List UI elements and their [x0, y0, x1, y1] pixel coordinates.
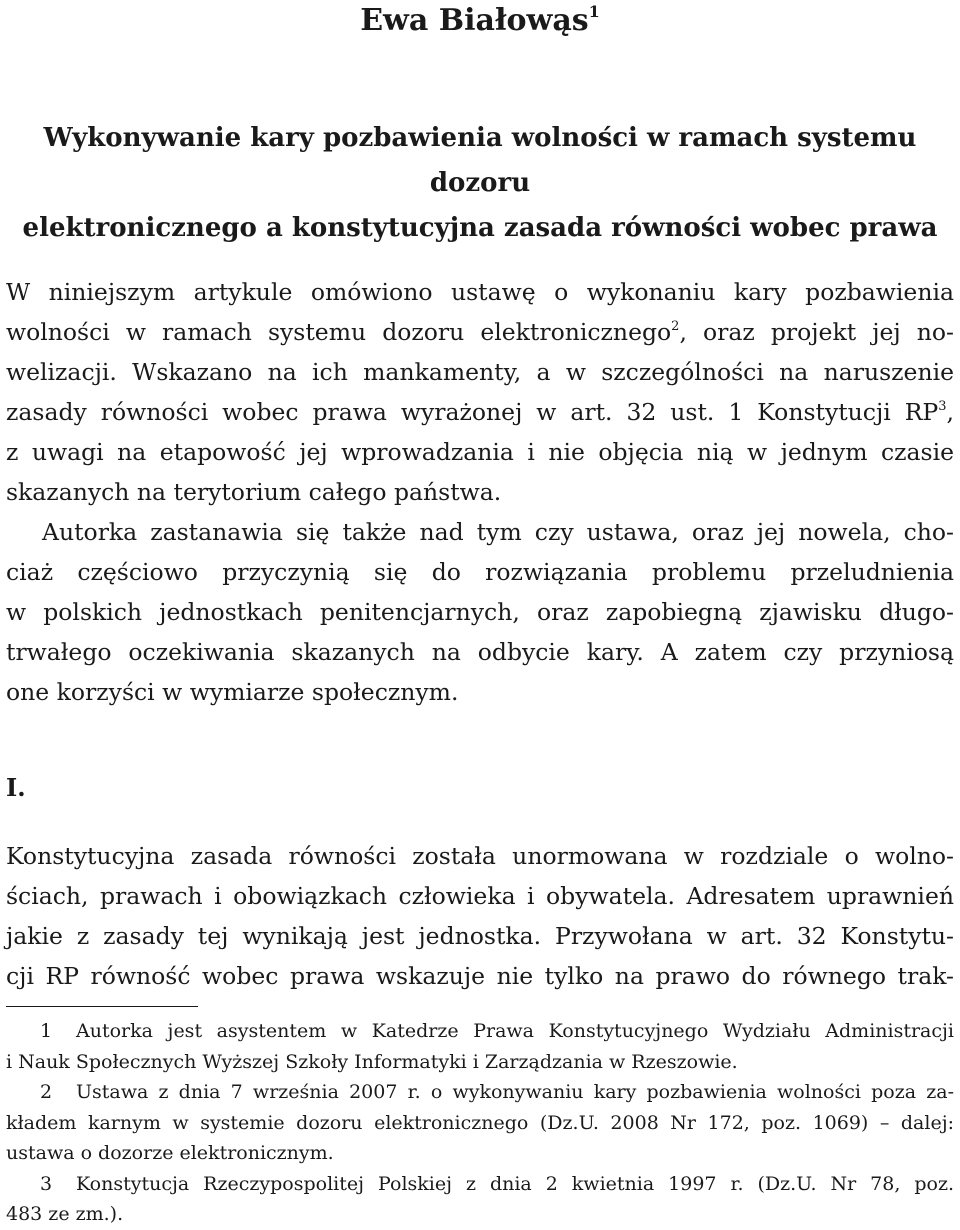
footnote-text: Autorka jest asystentem w Katedrze Prawa Konstytucyjnego Wydziału Administracji — [76, 1020, 954, 1042]
footnote-line: ustawa o dozorze elektronicznym. — [6, 1142, 334, 1164]
footnotes — [6, 1016, 954, 1230]
footnote-line: kładem karnym w systemie dozoru elektronicznego (Dz.U. 2008 Nr 172, poz. 1069) – dalej: — [6, 1111, 954, 1134]
abstract-line: trwałego oczekiwania skazanych na odbycie kary. A zatem czy przyniosą — [6, 638, 954, 666]
abstract-line — [6, 312, 954, 352]
footnote-line: 483 ze zm.). — [6, 1203, 124, 1225]
footnote-line: i Nauk Społecznych Wyższej Szkoły Informatyki i Zarządzania w Rzeszowie. — [6, 1050, 738, 1073]
article-title-line-1: Wykonywanie kary pozbawienia wolności w ramach systemu dozoru — [43, 123, 917, 198]
footnote-number: 3 — [40, 1172, 53, 1195]
body-text — [6, 836, 954, 996]
abstract-line: z uwagi na etapowość jej wprowadzania i nie objęcia nią w jednym czasie — [6, 438, 954, 466]
author-footnote-mark: 1 — [588, 2, 600, 21]
footnote-number: 1 — [40, 1020, 53, 1042]
abstract-line: Autorka zastanawia się także nad tym czy ustawa, oraz jej nowela, cho- — [42, 518, 954, 546]
abstract-text: zasady równości wobec prawa wyrażonej w art. 32 ust. 1 Konstytucji RP — [6, 398, 939, 426]
body-line: ściach, prawach i obowiązkach człowieka i obywatela. Adresatem uprawnień — [6, 882, 954, 910]
footnote-separator — [6, 1006, 198, 1007]
abstract-line — [6, 392, 954, 432]
body-line: jakie z zasady tej wynikają jest jednostka. Przywołana w art. 32 Konstytu- — [6, 922, 954, 950]
abstract-text: , — [946, 398, 954, 426]
abstract-line: skazanych na terytorium całego państwa. — [6, 478, 502, 506]
footnote-line — [6, 1016, 954, 1047]
abstract-line: w polskich jednostkach penitencjarnych, oraz zapobiegną zjawisku długo- — [6, 598, 954, 626]
body-line: Konstytucyjna zasada równości została unormowana w rozdziale o wolno- — [6, 842, 954, 870]
abstract-text: wolności w ramach systemu dozoru elektronicznego — [6, 318, 672, 346]
abstract-line: welizacji. Wskazano na ich mankamenty, a w szczególności na naruszenie — [6, 358, 954, 386]
body-line: cji RP równość wobec prawa wskazuje nie tylko na prawo do równego trak- — [6, 962, 954, 990]
section-heading: I. — [6, 773, 26, 802]
footnote-text: Ustawa z dnia 7 września 2007 r. o wykonywaniu kary pozbawienia wolności poza za- — [76, 1081, 954, 1103]
article-title-line-2: elektronicznego a konstytucyjna zasada równości wobec prawa — [22, 213, 938, 243]
abstract-text: , oraz projekt jej no- — [679, 318, 954, 346]
footnote-text: Konstytucja Rzeczypospolitej Polskiej z dnia 2 kwietnia 1997 r. (Dz.U. Nr 78, poz. — [76, 1172, 954, 1195]
article-title — [6, 116, 954, 251]
footnote-mark-2: 2 — [671, 319, 680, 334]
abstract-line: one korzyści w wymiarze społecznym. — [6, 678, 459, 706]
footnote-number: 2 — [40, 1081, 53, 1103]
abstract-line: ciaż częściowo przyczynią się do rozwiązania problemu przeludnienia — [6, 558, 954, 586]
author-name — [6, 0, 954, 42]
abstract — [6, 272, 954, 712]
author-name-text: Ewa Białowąs — [360, 3, 589, 38]
footnote-line — [6, 1077, 954, 1108]
footnote-line — [6, 1169, 954, 1200]
footnote-mark-3: 3 — [938, 399, 947, 414]
abstract-line: W niniejszym artykule omówiono ustawę o wykonaniu kary pozbawienia — [6, 278, 954, 306]
